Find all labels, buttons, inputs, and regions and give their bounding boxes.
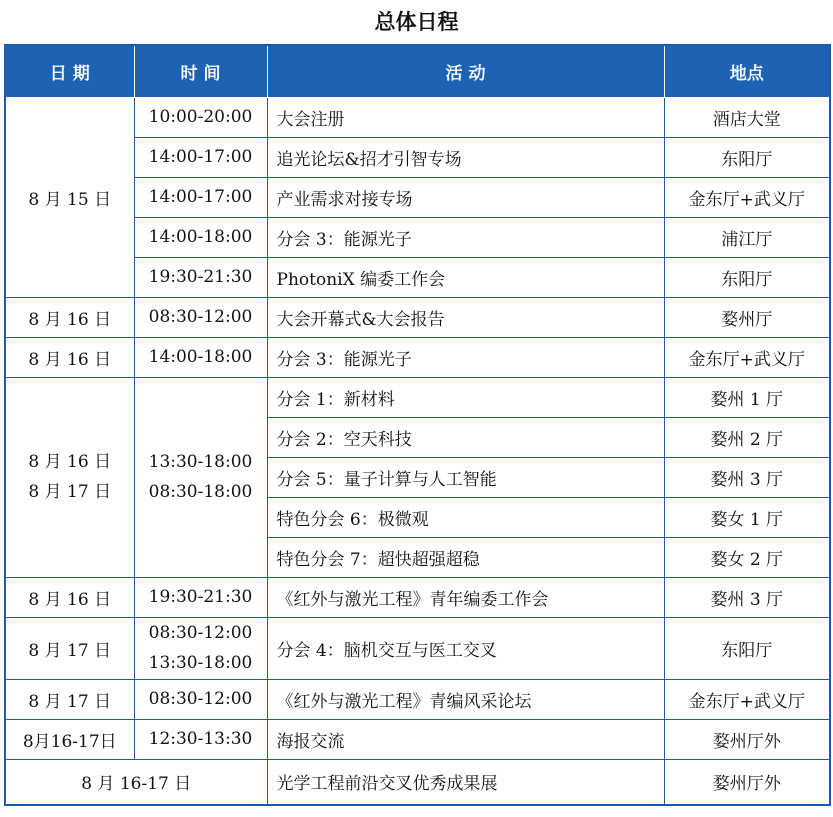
location-cell: 婺女 2 厅: [664, 537, 830, 577]
activity-cell: 产业需求对接专场: [267, 177, 664, 217]
location-cell: 金东厅+武义厅: [664, 337, 830, 377]
table-row: [5, 577, 830, 617]
date-cell: 8 月 17 日: [5, 617, 134, 679]
date-cell: 8 月 16 日: [5, 577, 134, 617]
activity-cell: 分会 3：能源光子: [267, 217, 664, 257]
location-cell: 婺州 1 厅: [664, 377, 830, 417]
table-row: [5, 297, 830, 337]
header-time: 时 间: [134, 45, 267, 97]
time-line: 08:30-18:00: [148, 482, 253, 502]
activity-cell: 《红外与激光工程》青年编委工作会: [267, 577, 664, 617]
datetime-cell: 8 月 16-17 日: [5, 759, 267, 805]
location-cell: 东阳厅: [664, 137, 830, 177]
time-cell: 14:00-17:00: [134, 137, 267, 177]
location-cell: 婺州厅外: [664, 759, 830, 805]
time-cell: 19:30-21:30: [134, 577, 267, 617]
activity-cell: 分会 1：新材料: [267, 377, 664, 417]
time-cell: 08:30-12:00: [134, 297, 267, 337]
page-title: 总体日程: [374, 10, 459, 34]
activity-cell: PhotoniX 编委工作会: [267, 257, 664, 297]
date-line: 8 月 17 日: [28, 482, 112, 502]
location-cell: 东阳厅: [664, 617, 830, 679]
activity-cell: 光学工程前沿交叉优秀成果展: [267, 759, 664, 805]
location-cell: 浦江厅: [664, 217, 830, 257]
table-row: [5, 337, 830, 377]
activity-cell: 分会 4：脑机交互与医工交叉: [267, 617, 664, 679]
location-cell: 婺州 3 厅: [664, 457, 830, 497]
activity-cell: 分会 2：空天科技: [267, 417, 664, 457]
date-cell: 8 月 16 日: [5, 297, 134, 337]
time-line: 13:30-18:00: [148, 452, 253, 472]
activity-cell: 特色分会 7：超快超强超稳: [267, 537, 664, 577]
activity-cell: 《红外与激光工程》青编风采论坛: [267, 679, 664, 719]
location-cell: 酒店大堂: [664, 97, 830, 137]
location-cell: 东阳厅: [664, 257, 830, 297]
activity-cell: 追光论坛&招才引智专场: [267, 137, 664, 177]
activity-cell: 分会 5：量子计算与人工智能: [267, 457, 664, 497]
activity-cell: 海报交流: [267, 719, 664, 759]
schedule-table: [4, 44, 831, 806]
time-cell: 14:00-17:00: [134, 177, 267, 217]
activity-cell: 大会注册: [267, 97, 664, 137]
header-activity: 活 动: [267, 45, 664, 97]
table-row: [5, 97, 830, 137]
table-row: [5, 617, 830, 679]
activity-cell: 分会 3：能源光子: [267, 337, 664, 377]
time-cell: 10:00-20:00: [134, 97, 267, 137]
date-cell: 8 月 16 日: [5, 337, 134, 377]
activity-cell: 特色分会 6：极微观: [267, 497, 664, 537]
table-row: [5, 719, 830, 759]
time-cell: 08:30-12:00: [134, 679, 267, 719]
header-date: 日 期: [5, 45, 134, 97]
table-row: [5, 377, 830, 417]
header-row: [5, 45, 830, 97]
date-cell: 8月16-17日: [5, 719, 134, 759]
location-cell: 金东厅+武义厅: [664, 679, 830, 719]
location-cell: 婺州 3 厅: [664, 577, 830, 617]
location-cell: 婺州厅: [664, 297, 830, 337]
time-cell: 12:30-13:30: [134, 719, 267, 759]
location-cell: 金东厅+武义厅: [664, 177, 830, 217]
date-cell: 8 月 15 日: [5, 97, 134, 297]
time-cell: [134, 617, 267, 679]
date-line: 8 月 16 日: [28, 452, 112, 472]
location-cell: 婺州厅外: [664, 719, 830, 759]
date-cell: 8 月 17 日: [5, 679, 134, 719]
time-cell: 19:30-21:30: [134, 257, 267, 297]
time-cell: [134, 377, 267, 577]
time-line: 08:30-12:00: [148, 623, 253, 643]
time-line: 13:30-18:00: [148, 653, 253, 673]
activity-cell: 大会开幕式&大会报告: [267, 297, 664, 337]
table-row: [5, 759, 830, 805]
header-location: 地点: [664, 45, 830, 97]
date-cell: [5, 377, 134, 577]
location-cell: 婺女 1 厅: [664, 497, 830, 537]
time-cell: 14:00-18:00: [134, 337, 267, 377]
location-cell: 婺州 2 厅: [664, 417, 830, 457]
table-row: [5, 679, 830, 719]
time-cell: 14:00-18:00: [134, 217, 267, 257]
